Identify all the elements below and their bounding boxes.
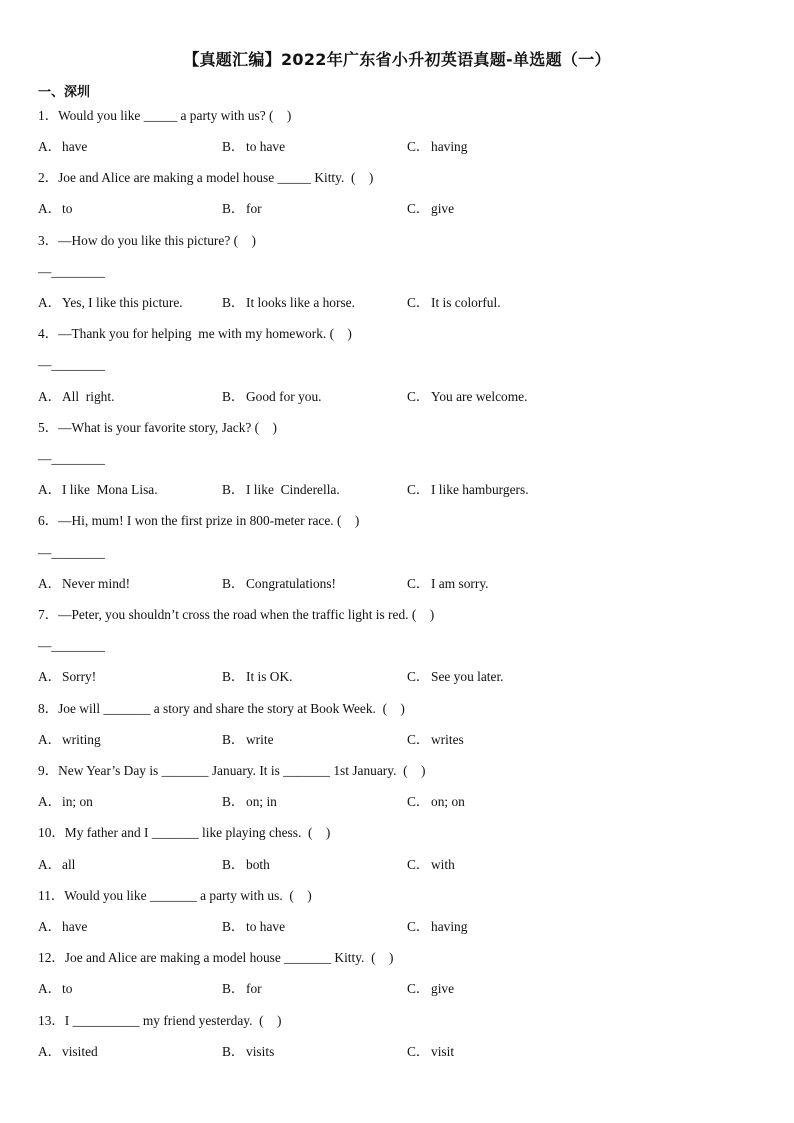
option-text: to have — [246, 919, 286, 934]
option-a[interactable] — [38, 792, 93, 812]
option-b[interactable] — [222, 667, 293, 687]
option-text: to have — [246, 139, 286, 154]
dialogue-answer-line[interactable]: —________ — [38, 638, 105, 653]
option-text: give — [431, 981, 455, 996]
dialogue-answer-line[interactable]: —________ — [38, 545, 105, 560]
option-letter: B． — [222, 576, 245, 591]
option-b[interactable] — [222, 480, 340, 500]
option-letter: A． — [38, 139, 62, 154]
option-letter: C． — [407, 139, 430, 154]
option-a[interactable] — [38, 730, 101, 750]
option-text: both — [246, 857, 270, 872]
question-number: 10． — [38, 825, 65, 840]
question-text: a party with us? ( ) — [177, 108, 292, 123]
question-number: 8． — [38, 701, 59, 716]
option-letter: B． — [222, 857, 245, 872]
option-text: having — [431, 139, 468, 154]
option-c[interactable] — [407, 293, 501, 313]
option-letter: B． — [222, 482, 245, 497]
answer-blank[interactable]: _____ — [143, 108, 178, 123]
question-text: my friend yesterday. ( ) — [139, 1013, 282, 1028]
option-b[interactable] — [222, 293, 355, 313]
option-c[interactable] — [407, 667, 504, 687]
option-text: give — [431, 201, 455, 216]
option-text: It is colorful. — [431, 295, 501, 310]
answer-blank[interactable]: _______ — [103, 701, 151, 716]
option-c[interactable] — [407, 574, 489, 594]
option-c[interactable] — [407, 855, 455, 875]
question-number: 12． — [38, 950, 65, 965]
option-c[interactable] — [407, 1042, 454, 1062]
question-text: —Peter, you shouldn’t cross the road when the traffic light is red. ( ) — [58, 607, 435, 622]
option-letter: C． — [407, 482, 430, 497]
option-text: for — [246, 201, 262, 216]
option-b[interactable] — [222, 137, 285, 157]
option-letter: C． — [407, 201, 430, 216]
option-letter: A． — [38, 732, 62, 747]
option-letter: A． — [38, 981, 62, 996]
option-text: Good for you. — [246, 389, 322, 404]
option-a[interactable] — [38, 667, 96, 687]
option-text: See you later. — [431, 669, 504, 684]
option-text: I am sorry. — [431, 576, 489, 591]
question-number: 1． — [38, 108, 59, 123]
option-letter: C． — [407, 919, 430, 934]
section-heading: 一、深圳 — [38, 85, 91, 100]
option-a[interactable] — [38, 137, 87, 157]
option-letter: C． — [407, 669, 430, 684]
option-b[interactable] — [222, 1042, 274, 1062]
option-c[interactable] — [407, 199, 454, 219]
question-stem — [38, 886, 312, 906]
option-text: It looks like a horse. — [246, 295, 355, 310]
option-a[interactable] — [38, 917, 87, 937]
option-letter: B． — [222, 669, 245, 684]
option-text: Congratulations! — [246, 576, 337, 591]
option-text: I like Mona Lisa. — [62, 482, 158, 497]
option-text: Sorry! — [62, 669, 97, 684]
question-stem — [38, 761, 425, 781]
option-text: Never mind! — [62, 576, 131, 591]
option-letter: C． — [407, 857, 430, 872]
option-c[interactable] — [407, 917, 467, 937]
option-text: I like hamburgers. — [431, 482, 529, 497]
question-number: 5． — [38, 420, 59, 435]
question-text: January. It is — [208, 763, 284, 778]
question-number: 2． — [38, 170, 59, 185]
question-text: —Thank you for helping me with my homework. ( ) — [58, 326, 352, 341]
option-text: writing — [62, 732, 101, 747]
option-b[interactable] — [222, 574, 336, 594]
question-text: like playing chess. ( ) — [198, 825, 331, 840]
option-text: visit — [431, 1044, 455, 1059]
option-letter: B． — [222, 389, 245, 404]
option-text: have — [62, 139, 88, 154]
option-text: in; on — [62, 794, 93, 809]
option-text: on; in — [246, 794, 277, 809]
option-text: with — [431, 857, 455, 872]
question-stem — [38, 699, 405, 719]
option-c[interactable] — [407, 792, 465, 812]
question-number: 13． — [38, 1013, 65, 1028]
option-a[interactable] — [38, 855, 75, 875]
option-a[interactable] — [38, 480, 158, 500]
option-letter: B． — [222, 1044, 245, 1059]
option-letter: B． — [222, 201, 245, 216]
dialogue-answer-line[interactable]: —________ — [38, 451, 105, 466]
option-letter: A． — [38, 389, 62, 404]
question-text: —What is your favorite story, Jack? ( ) — [58, 420, 277, 435]
question-stem — [38, 168, 373, 188]
option-text: for — [246, 981, 262, 996]
option-a[interactable] — [38, 387, 114, 407]
question-text: Would you like — [58, 108, 144, 123]
option-b[interactable] — [222, 979, 262, 999]
question-number: 3． — [38, 233, 59, 248]
question-text: Joe will — [58, 701, 104, 716]
option-a[interactable] — [38, 199, 72, 219]
question-text: Kitty. ( ) — [331, 950, 394, 965]
option-text: write — [246, 732, 274, 747]
answer-blank[interactable]: _______ — [151, 825, 199, 840]
option-letter: A． — [38, 857, 62, 872]
question-text: a story and share the story at Book Week. ( ) — [150, 701, 405, 716]
answer-blank[interactable]: _______ — [283, 763, 330, 778]
option-c[interactable] — [407, 979, 454, 999]
option-text: You are welcome. — [431, 389, 528, 404]
question-stem — [38, 605, 434, 625]
option-text: all — [62, 857, 76, 872]
answer-blank[interactable]: _____ — [277, 170, 311, 185]
question-text: Would you like — [64, 888, 150, 903]
question-text: 1st January. ( ) — [330, 763, 426, 778]
option-letter: A． — [38, 669, 62, 684]
option-letter: C． — [407, 981, 430, 996]
option-a[interactable] — [38, 979, 72, 999]
answer-blank[interactable]: __________ — [72, 1013, 140, 1028]
option-b[interactable] — [222, 917, 285, 937]
dialogue-answer-line[interactable]: —________ — [38, 357, 105, 372]
option-text: to — [62, 981, 73, 996]
option-letter: C． — [407, 389, 430, 404]
option-letter: C． — [407, 732, 430, 747]
option-letter: C． — [407, 794, 430, 809]
question-text: a party with us. ( ) — [196, 888, 312, 903]
option-letter: A． — [38, 794, 62, 809]
question-number: 7． — [38, 607, 59, 622]
option-letter: C． — [407, 295, 430, 310]
option-letter: A． — [38, 1044, 62, 1059]
page-title: 【真题汇编】2022年广东省小升初英语真题-单选题（一） — [183, 50, 611, 69]
question-text: —How do you like this picture? ( ) — [58, 233, 256, 248]
question-text: New Year’s Day is — [58, 763, 162, 778]
option-letter: A． — [38, 482, 62, 497]
option-letter: A． — [38, 295, 62, 310]
option-a[interactable] — [38, 293, 183, 313]
option-letter: B． — [222, 732, 245, 747]
dialogue-answer-line[interactable]: —________ — [38, 264, 105, 279]
answer-blank[interactable]: _______ — [149, 888, 197, 903]
question-stem — [38, 823, 330, 843]
option-text: All right. — [62, 389, 115, 404]
option-c[interactable] — [407, 730, 464, 750]
option-a[interactable] — [38, 574, 130, 594]
question-number: 6． — [38, 513, 59, 528]
option-letter: A． — [38, 576, 62, 591]
option-letter: B． — [222, 139, 245, 154]
option-letter: A． — [38, 201, 62, 216]
option-text: writes — [431, 732, 464, 747]
option-b[interactable] — [222, 199, 262, 219]
option-c[interactable] — [407, 387, 527, 407]
option-letter: A． — [38, 919, 62, 934]
option-letter: C． — [407, 576, 430, 591]
option-text: on; on — [431, 794, 465, 809]
option-b[interactable] — [222, 730, 274, 750]
option-letter: C． — [407, 1044, 430, 1059]
option-text: I like Cinderella. — [246, 482, 340, 497]
question-number: 11． — [38, 888, 65, 903]
question-text: —Hi, mum! I won the first prize in 800-meter race. ( ) — [58, 513, 360, 528]
option-text: It is OK. — [246, 669, 293, 684]
option-letter: B． — [222, 794, 245, 809]
option-letter: B． — [222, 295, 245, 310]
answer-blank[interactable]: _______ — [161, 763, 209, 778]
option-b[interactable] — [222, 387, 322, 407]
question-stem — [38, 418, 277, 438]
question-text: Joe and Alice are making a model house — [64, 950, 285, 965]
answer-blank[interactable]: _______ — [284, 950, 332, 965]
question-number: 9． — [38, 763, 59, 778]
option-letter: B． — [222, 919, 245, 934]
question-stem — [38, 231, 256, 251]
option-text: Yes, I like this picture. — [62, 295, 183, 310]
question-text: Kitty. ( ) — [310, 170, 374, 185]
question-stem — [38, 511, 359, 531]
option-text: to — [62, 201, 73, 216]
option-b[interactable] — [222, 792, 277, 812]
question-text: Joe and Alice are making a model house — [58, 170, 278, 185]
option-c[interactable] — [407, 137, 467, 157]
option-b[interactable] — [222, 855, 270, 875]
option-c[interactable] — [407, 480, 529, 500]
question-text: I — [64, 1013, 73, 1028]
question-stem — [38, 1011, 281, 1031]
option-text: visits — [246, 1044, 275, 1059]
question-stem — [38, 948, 393, 968]
option-text: visited — [62, 1044, 98, 1059]
question-text: My father and I — [64, 825, 152, 840]
question-stem — [38, 324, 352, 344]
option-text: have — [62, 919, 88, 934]
option-a[interactable] — [38, 1042, 98, 1062]
question-number: 4． — [38, 326, 59, 341]
question-stem — [38, 106, 291, 126]
option-letter: B． — [222, 981, 245, 996]
option-text: having — [431, 919, 468, 934]
